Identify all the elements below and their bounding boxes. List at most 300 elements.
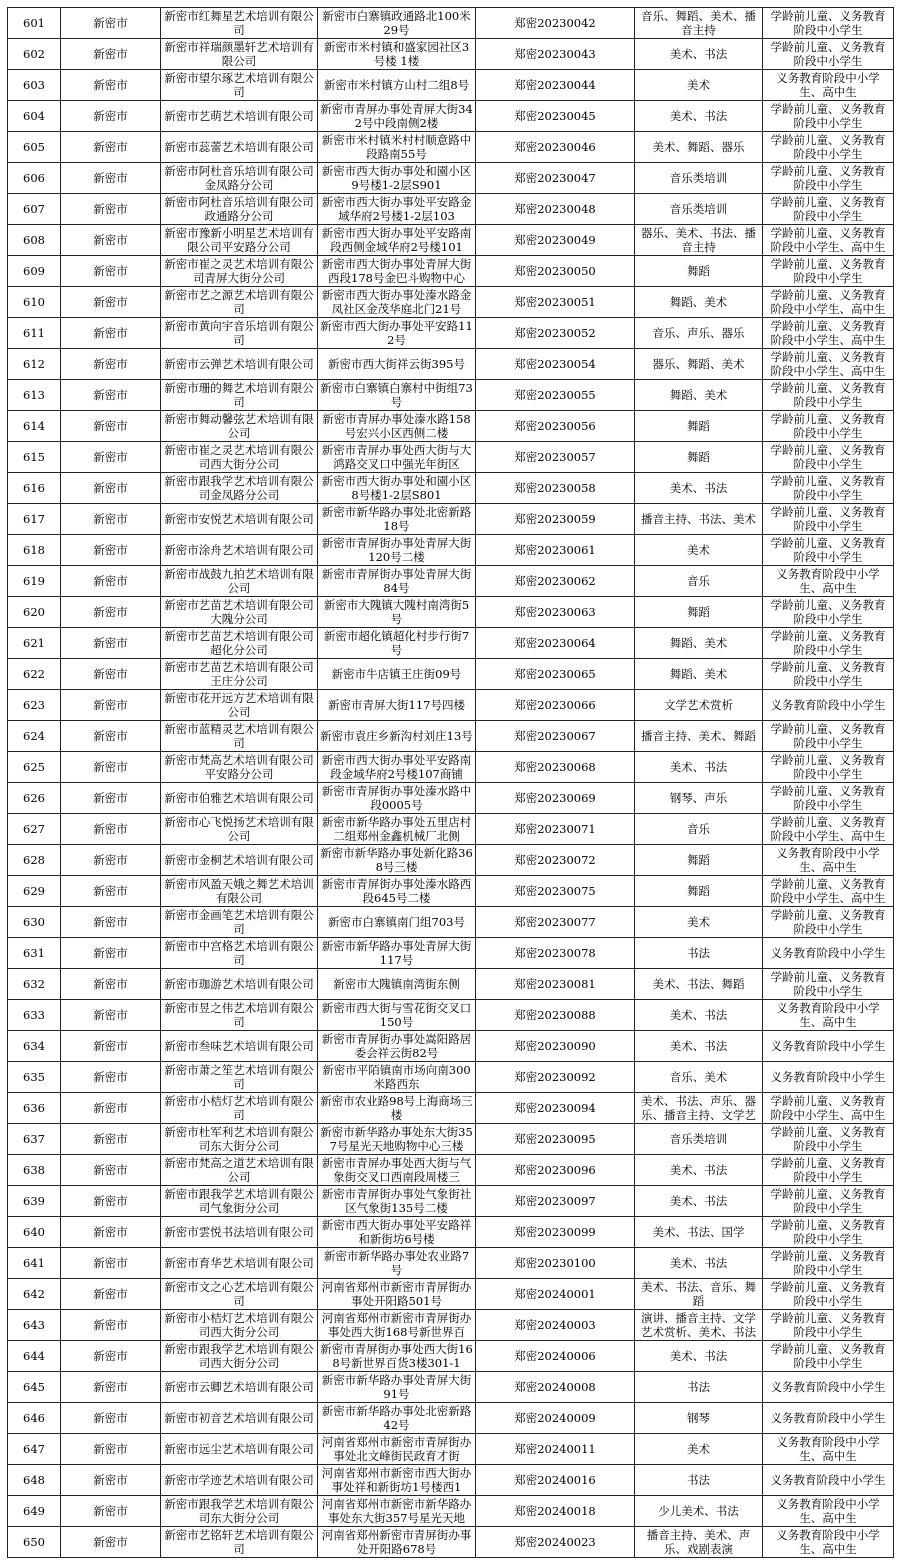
target-students-cell: 学龄前儿童、义务教育阶段中小学生	[763, 132, 894, 163]
training-subject-cell: 美术、书法、舞蹈	[635, 969, 763, 1000]
address-cell: 新密市西大街办事处平安路南段金域华府2号楼107商铺	[318, 752, 476, 783]
license-number-cell: 郑密20230063	[476, 597, 635, 628]
city-cell: 新密市	[61, 1031, 161, 1062]
row-number: 603	[8, 70, 61, 101]
city-cell: 新密市	[61, 380, 161, 411]
organization-name-cell: 新密市小桔灯艺术培训有限公司西大街分公司	[161, 1310, 318, 1341]
address-cell: 新密市西大街祥云街395号	[318, 349, 476, 380]
row-number: 639	[8, 1186, 61, 1217]
address-cell: 新密市青屏办事处青屏大街342号中段南侧2楼	[318, 101, 476, 132]
target-students-cell: 学龄前儿童、义务教育阶段中小学生	[763, 783, 894, 814]
row-number: 621	[8, 628, 61, 659]
address-cell: 新密市新华路办事处青屏大街117号	[318, 938, 476, 969]
table-row	[8, 1217, 894, 1248]
target-students-cell: 义务教育阶段中小学生、高中生	[763, 566, 894, 597]
license-number-cell: 郑密20230067	[476, 721, 635, 752]
license-number-cell: 郑密20230050	[476, 256, 635, 287]
license-number-cell: 郑密20240016	[476, 1465, 635, 1496]
target-students-cell: 学龄前儿童、义务教育阶段中小学生、高中生	[763, 814, 894, 845]
organization-name-cell: 新密市育华艺术培训有限公司	[161, 1248, 318, 1279]
license-number-cell: 郑密20230042	[476, 8, 635, 39]
city-cell: 新密市	[61, 721, 161, 752]
license-number-cell: 郑密20230077	[476, 907, 635, 938]
row-number: 631	[8, 938, 61, 969]
target-students-cell: 学龄前儿童、义务教育阶段中小学生	[763, 628, 894, 659]
target-students-cell: 学龄前儿童、义务教育阶段中小学生	[763, 1155, 894, 1186]
target-students-cell: 义务教育阶段中小学生	[763, 1062, 894, 1093]
table-row	[8, 225, 894, 256]
license-number-cell: 郑密20230096	[476, 1155, 635, 1186]
target-students-cell: 学龄前儿童、义务教育阶段中小学生	[763, 907, 894, 938]
city-cell: 新密市	[61, 473, 161, 504]
target-students-cell: 义务教育阶段中小学生、高中生	[763, 1496, 894, 1527]
organization-name-cell: 新密市涂舟艺术培训有限公司	[161, 535, 318, 566]
organization-name-cell: 新密市红舞星艺术培训有限公司	[161, 8, 318, 39]
row-number: 645	[8, 1372, 61, 1403]
row-number: 610	[8, 287, 61, 318]
table-row	[8, 1372, 894, 1403]
organization-name-cell: 新密市中宫格艺术培训有限公司	[161, 938, 318, 969]
address-cell: 新密市西大街办事处平安路南段西侧金域华府2号楼101	[318, 225, 476, 256]
license-number-cell: 郑密20240009	[476, 1403, 635, 1434]
organization-name-cell: 新密市金画笔艺术培训有限公司	[161, 907, 318, 938]
target-students-cell: 学龄前儿童、义务教育阶段中小学生、高中生	[763, 225, 894, 256]
table-row	[8, 256, 894, 287]
target-students-cell: 学龄前儿童、义务教育阶段中小学生	[763, 1279, 894, 1310]
address-cell: 河南省郑州市新密市青屏街办事处北文峰街民政育才街	[318, 1434, 476, 1465]
city-cell: 新密市	[61, 163, 161, 194]
training-subject-cell: 钢琴	[635, 1403, 763, 1434]
training-subject-cell: 美术、书法	[635, 1155, 763, 1186]
city-cell: 新密市	[61, 349, 161, 380]
training-subject-cell: 美术、书法	[635, 473, 763, 504]
city-cell: 新密市	[61, 690, 161, 721]
license-number-cell: 郑密20230052	[476, 318, 635, 349]
organization-name-cell: 新密市杜军利艺术培训有限公司东大街分公司	[161, 1124, 318, 1155]
table-row	[8, 101, 894, 132]
target-students-cell: 义务教育阶段中小学生	[763, 938, 894, 969]
training-subject-cell: 音乐类培训	[635, 194, 763, 225]
training-subject-cell: 美术	[635, 70, 763, 101]
organization-name-cell: 新密市豫新小明星艺术培训有限公司平安路分公司	[161, 225, 318, 256]
license-number-cell: 郑密20230066	[476, 690, 635, 721]
row-number: 627	[8, 814, 61, 845]
target-students-cell: 学龄前儿童、义务教育阶段中小学生	[763, 597, 894, 628]
training-subject-cell: 文学艺术赏析	[635, 690, 763, 721]
table-row	[8, 845, 894, 876]
organization-name-cell: 新密市心飞悦扬艺术培训有限公司	[161, 814, 318, 845]
row-number: 606	[8, 163, 61, 194]
target-students-cell: 义务教育阶段中小学生	[763, 1031, 894, 1062]
city-cell: 新密市	[61, 1124, 161, 1155]
target-students-cell: 义务教育阶段中小学生	[763, 690, 894, 721]
organization-name-cell: 新密市艺苗艺术培训有限公司王庄分公司	[161, 659, 318, 690]
training-subject-cell: 播音主持、书法、美术	[635, 504, 763, 535]
training-subject-cell: 音乐、声乐、器乐	[635, 318, 763, 349]
license-number-cell: 郑密20230088	[476, 1000, 635, 1031]
training-subject-cell: 美术	[635, 1434, 763, 1465]
organization-name-cell: 新密市阿杜音乐培训有限公司政通路分公司	[161, 194, 318, 225]
license-number-cell: 郑密20230078	[476, 938, 635, 969]
training-subject-cell: 舞蹈、美术	[635, 380, 763, 411]
table-row	[8, 597, 894, 628]
license-number-cell: 郑密20240023	[476, 1527, 635, 1558]
license-number-cell: 郑密20230049	[476, 225, 635, 256]
organization-name-cell: 新密市跟我学艺术培训有限公司东大街分公司	[161, 1496, 318, 1527]
table-row	[8, 39, 894, 70]
row-number: 615	[8, 442, 61, 473]
table-row	[8, 628, 894, 659]
license-number-cell: 郑密20240011	[476, 1434, 635, 1465]
table-row	[8, 1062, 894, 1093]
organization-name-cell: 新密市伯雅艺术培训有限公司	[161, 783, 318, 814]
training-subject-cell: 舞蹈、美术	[635, 659, 763, 690]
target-students-cell: 义务教育阶段中小学生、高中生	[763, 1000, 894, 1031]
address-cell: 河南省郑州市新密市新华路办事处东大街357号星光天地	[318, 1496, 476, 1527]
row-number: 607	[8, 194, 61, 225]
address-cell: 新密市青屏街办事处嵩阳路居委会祥云街82号	[318, 1031, 476, 1062]
address-cell: 新密市新华路办事处新化路368号三楼	[318, 845, 476, 876]
row-number: 633	[8, 1000, 61, 1031]
table-row	[8, 752, 894, 783]
training-subject-cell: 音乐	[635, 566, 763, 597]
license-number-cell: 郑密20230075	[476, 876, 635, 907]
city-cell: 新密市	[61, 1217, 161, 1248]
license-number-cell: 郑密20230065	[476, 659, 635, 690]
address-cell: 新密市新华路办事处青屏大街91号	[318, 1372, 476, 1403]
address-cell: 新密市新华路办事处五里店村二组郑州金鑫机械厂北侧	[318, 814, 476, 845]
license-number-cell: 郑密20230056	[476, 411, 635, 442]
license-number-cell: 郑密20240018	[476, 1496, 635, 1527]
training-subject-cell: 舞蹈、美术	[635, 287, 763, 318]
training-subject-cell: 少儿美术、书法	[635, 1496, 763, 1527]
city-cell: 新密市	[61, 1000, 161, 1031]
license-number-cell: 郑密20240003	[476, 1310, 635, 1341]
target-students-cell: 学龄前儿童、义务教育阶段中小学生、高中生	[763, 876, 894, 907]
table-row	[8, 1434, 894, 1465]
license-number-cell: 郑密20230100	[476, 1248, 635, 1279]
table-row	[8, 132, 894, 163]
address-cell: 新密市青屏街办事处青屏大街84号	[318, 566, 476, 597]
row-number: 649	[8, 1496, 61, 1527]
organization-name-cell: 新密市舞动馨弦艺术培训有限公司	[161, 411, 318, 442]
table-row	[8, 783, 894, 814]
city-cell: 新密市	[61, 411, 161, 442]
row-number: 634	[8, 1031, 61, 1062]
city-cell: 新密市	[61, 597, 161, 628]
training-subject-cell: 器乐、美术、书法、播音主持	[635, 225, 763, 256]
address-cell: 新密市大隗镇大隗村南湾街5号	[318, 597, 476, 628]
city-cell: 新密市	[61, 907, 161, 938]
city-cell: 新密市	[61, 70, 161, 101]
address-cell: 河南省郑州市新密市西大街办事处祥和新街坊1号楼西1	[318, 1465, 476, 1496]
organization-name-cell: 新密市崔之灵艺术培训有限公司西大街分公司	[161, 442, 318, 473]
organization-name-cell: 新密市艺之源艺术培训有限公司	[161, 287, 318, 318]
target-students-cell: 学龄前儿童、义务教育阶段中小学生	[763, 721, 894, 752]
city-cell: 新密市	[61, 1341, 161, 1372]
address-cell: 新密市新华路办事处东大街357号星光天地购物中心三楼	[318, 1124, 476, 1155]
city-cell: 新密市	[61, 194, 161, 225]
table-row	[8, 1465, 894, 1496]
license-number-cell: 郑密20230095	[476, 1124, 635, 1155]
address-cell: 新密市西大街办事处平安路祥和新街坊6号楼	[318, 1217, 476, 1248]
table-row	[8, 1031, 894, 1062]
table-row	[8, 163, 894, 194]
target-students-cell: 学龄前儿童、义务教育阶段中小学生	[763, 1341, 894, 1372]
city-cell: 新密市	[61, 1403, 161, 1434]
training-subject-cell: 美术、书法	[635, 101, 763, 132]
row-number: 605	[8, 132, 61, 163]
target-students-cell: 学龄前儿童、义务教育阶段中小学生	[763, 504, 894, 535]
target-students-cell: 学龄前儿童、义务教育阶段中小学生	[763, 535, 894, 566]
target-students-cell: 学龄前儿童、义务教育阶段中小学生	[763, 659, 894, 690]
organization-name-cell: 新密市黄向宇音乐培训有限公司	[161, 318, 318, 349]
training-subject-cell: 舞蹈	[635, 845, 763, 876]
address-cell: 新密市西大街与雪花街交叉口150号	[318, 1000, 476, 1031]
row-number: 601	[8, 8, 61, 39]
target-students-cell: 学龄前儿童、义务教育阶段中小学生、高中生	[763, 287, 894, 318]
license-number-cell: 郑密20230081	[476, 969, 635, 1000]
table-row	[8, 318, 894, 349]
row-number: 636	[8, 1093, 61, 1124]
table-row	[8, 1124, 894, 1155]
city-cell: 新密市	[61, 1465, 161, 1496]
address-cell: 新密市西大街办事处青屏大街西段178号金巴斗购物中心	[318, 256, 476, 287]
target-students-cell: 学龄前儿童、义务教育阶段中小学生、高中生	[763, 318, 894, 349]
training-subject-cell: 美术、书法、声乐、器乐、播音主持、文学艺	[635, 1093, 763, 1124]
license-number-cell: 郑密20230047	[476, 163, 635, 194]
table-row	[8, 876, 894, 907]
row-number: 635	[8, 1062, 61, 1093]
table-row	[8, 1341, 894, 1372]
table-row	[8, 1496, 894, 1527]
city-cell: 新密市	[61, 1248, 161, 1279]
city-cell: 新密市	[61, 659, 161, 690]
table-row	[8, 969, 894, 1000]
city-cell: 新密市	[61, 1093, 161, 1124]
training-subject-cell: 美术、书法	[635, 1000, 763, 1031]
target-students-cell: 学龄前儿童、义务教育阶段中小学生	[763, 1310, 894, 1341]
city-cell: 新密市	[61, 287, 161, 318]
address-cell: 新密市白寨镇政通路北100米29号	[318, 8, 476, 39]
license-number-cell: 郑密20230044	[476, 70, 635, 101]
city-cell: 新密市	[61, 969, 161, 1000]
license-number-cell: 郑密20230090	[476, 1031, 635, 1062]
target-students-cell: 学龄前儿童、义务教育阶段中小学生	[763, 163, 894, 194]
city-cell: 新密市	[61, 938, 161, 969]
license-number-cell: 郑密20240008	[476, 1372, 635, 1403]
target-students-cell: 学龄前儿童、义务教育阶段中小学生	[763, 752, 894, 783]
license-number-cell: 郑密20230064	[476, 628, 635, 659]
address-cell: 新密市西大街办事处平安路金域华府2号楼1-2层103	[318, 194, 476, 225]
organization-name-cell: 新密市小桔灯艺术培训有限公司	[161, 1093, 318, 1124]
target-students-cell: 义务教育阶段中小学生	[763, 1372, 894, 1403]
license-number-cell: 郑密20230061	[476, 535, 635, 566]
address-cell: 新密市西大街办事处溱水路金凤社区金茂华庭北门21号	[318, 287, 476, 318]
license-number-cell: 郑密20230062	[476, 566, 635, 597]
target-students-cell: 学龄前儿童、义务教育阶段中小学生、高中生	[763, 1093, 894, 1124]
table-body	[8, 8, 894, 1558]
license-number-cell: 郑密20230057	[476, 442, 635, 473]
organization-name-cell: 新密市安悦艺术培训有限公司	[161, 504, 318, 535]
table-row	[8, 721, 894, 752]
row-number: 625	[8, 752, 61, 783]
table-row	[8, 1000, 894, 1031]
city-cell: 新密市	[61, 628, 161, 659]
row-number: 619	[8, 566, 61, 597]
city-cell: 新密市	[61, 1062, 161, 1093]
target-students-cell: 学龄前儿童、义务教育阶段中小学生	[763, 1217, 894, 1248]
target-students-cell: 学龄前儿童、义务教育阶段中小学生	[763, 1248, 894, 1279]
city-cell: 新密市	[61, 1434, 161, 1465]
row-number: 614	[8, 411, 61, 442]
address-cell: 新密市青屏街办事处西大街168号新世界百货3楼301-1	[318, 1341, 476, 1372]
city-cell: 新密市	[61, 783, 161, 814]
row-number: 648	[8, 1465, 61, 1496]
organization-name-cell: 新密市崔之灵艺术培训有限公司青屏大街分公司	[161, 256, 318, 287]
row-number: 611	[8, 318, 61, 349]
address-cell: 新密市西大街办事处和園小区9号楼1-2层S901	[318, 163, 476, 194]
training-institutions-table	[7, 7, 894, 1558]
training-subject-cell: 舞蹈	[635, 597, 763, 628]
organization-name-cell: 新密市花开远方艺术培训有限公司	[161, 690, 318, 721]
city-cell: 新密市	[61, 225, 161, 256]
organization-name-cell: 新密市文之心艺术培训有限公司	[161, 1279, 318, 1310]
organization-name-cell: 新密市望尔琢艺术培训有限公司	[161, 70, 318, 101]
license-number-cell: 郑密20230069	[476, 783, 635, 814]
training-subject-cell: 美术	[635, 907, 763, 938]
organization-name-cell: 新密市云卿艺术培训有限公司	[161, 1372, 318, 1403]
city-cell: 新密市	[61, 876, 161, 907]
table-row	[8, 535, 894, 566]
row-number: 624	[8, 721, 61, 752]
training-subject-cell: 演讲、播音主持、文学艺术赏析、美术、书法	[635, 1310, 763, 1341]
address-cell: 河南省郑州新密市青屏街办事处开阳路678号	[318, 1527, 476, 1558]
license-number-cell: 郑密20230092	[476, 1062, 635, 1093]
training-subject-cell: 美术、书法	[635, 1186, 763, 1217]
organization-name-cell: 新密市跟我学艺术培训有限公司西大街分公司	[161, 1341, 318, 1372]
city-cell: 新密市	[61, 101, 161, 132]
target-students-cell: 学龄前儿童、义务教育阶段中小学生	[763, 1124, 894, 1155]
license-number-cell: 郑密20240001	[476, 1279, 635, 1310]
row-number: 643	[8, 1310, 61, 1341]
table-row	[8, 1248, 894, 1279]
organization-name-cell: 新密市风盈天娥之舞艺术培训有限公司	[161, 876, 318, 907]
target-students-cell: 学龄前儿童、义务教育阶段中小学生	[763, 101, 894, 132]
organization-name-cell: 新密市战鼓九拍艺术培训有限公司	[161, 566, 318, 597]
organization-name-cell: 新密市昱之伟艺术培训有限公司	[161, 1000, 318, 1031]
table-row	[8, 1093, 894, 1124]
row-number: 618	[8, 535, 61, 566]
address-cell: 新密市青屏街办事处溱水路中段0005号	[318, 783, 476, 814]
address-cell: 新密市青屏街办事处青屏大街120号二楼	[318, 535, 476, 566]
target-students-cell: 学龄前儿童、义务教育阶段中小学生	[763, 411, 894, 442]
address-cell: 新密市青屏办事处溱水路158号宏兴小区西侧二楼	[318, 411, 476, 442]
row-number: 609	[8, 256, 61, 287]
license-number-cell: 郑密20230094	[476, 1093, 635, 1124]
address-cell: 新密市米村镇米村村顺意路中段路南55号	[318, 132, 476, 163]
license-number-cell: 郑密20230054	[476, 349, 635, 380]
row-number: 626	[8, 783, 61, 814]
table-row	[8, 690, 894, 721]
organization-name-cell: 新密市珈游艺术培训有限公司	[161, 969, 318, 1000]
address-cell: 河南省郑州市新密市青屏街办事处西大街168号新世界百	[318, 1310, 476, 1341]
organization-name-cell: 新密市艺萌艺术培训有限公司	[161, 101, 318, 132]
address-cell: 河南省郑州市新密市青屏街办事处开阳路501号	[318, 1279, 476, 1310]
table-row	[8, 473, 894, 504]
address-cell: 新密市新华路办事处北密新路18号	[318, 504, 476, 535]
target-students-cell: 学龄前儿童、义务教育阶段中小学生	[763, 473, 894, 504]
city-cell: 新密市	[61, 845, 161, 876]
training-subject-cell: 舞蹈	[635, 256, 763, 287]
row-number: 630	[8, 907, 61, 938]
table-row	[8, 70, 894, 101]
address-cell: 新密市青屏大街117号四楼	[318, 690, 476, 721]
row-number: 644	[8, 1341, 61, 1372]
table-row	[8, 349, 894, 380]
row-number: 616	[8, 473, 61, 504]
license-number-cell: 郑密20230099	[476, 1217, 635, 1248]
city-cell: 新密市	[61, 504, 161, 535]
organization-name-cell: 新密市云弹艺术培训有限公司	[161, 349, 318, 380]
city-cell: 新密市	[61, 1372, 161, 1403]
table-row	[8, 442, 894, 473]
row-number: 647	[8, 1434, 61, 1465]
license-number-cell: 郑密20230072	[476, 845, 635, 876]
organization-name-cell: 新密市艺铭轩艺术培训有限公司	[161, 1527, 318, 1558]
training-subject-cell: 美术、书法、音乐、舞蹈	[635, 1279, 763, 1310]
target-students-cell: 义务教育阶段中小学生	[763, 1403, 894, 1434]
row-number: 602	[8, 39, 61, 70]
city-cell: 新密市	[61, 442, 161, 473]
row-number: 641	[8, 1248, 61, 1279]
training-subject-cell: 美术、书法	[635, 1248, 763, 1279]
city-cell: 新密市	[61, 566, 161, 597]
license-number-cell: 郑密20240006	[476, 1341, 635, 1372]
row-number: 604	[8, 101, 61, 132]
address-cell: 新密市青屏街办事处气象街社区气象街135号二楼	[318, 1186, 476, 1217]
address-cell: 新密市农业路98号上海商场三楼	[318, 1093, 476, 1124]
address-cell: 新密市米村镇方山村二组8号	[318, 70, 476, 101]
table-row	[8, 659, 894, 690]
training-subject-cell: 播音主持、美术、舞蹈	[635, 721, 763, 752]
organization-name-cell: 新密市金桐艺术培训有限公司	[161, 845, 318, 876]
address-cell: 新密市牛店镇王庄街09号	[318, 659, 476, 690]
target-students-cell: 学龄前儿童、义务教育阶段中小学生	[763, 8, 894, 39]
row-number: 642	[8, 1279, 61, 1310]
row-number: 646	[8, 1403, 61, 1434]
training-subject-cell: 书法	[635, 938, 763, 969]
address-cell: 新密市青屏办事处西大街与气象街交叉口西南段周楼三	[318, 1155, 476, 1186]
table-row	[8, 1155, 894, 1186]
table-row	[8, 287, 894, 318]
table-row	[8, 504, 894, 535]
row-number: 613	[8, 380, 61, 411]
row-number: 632	[8, 969, 61, 1000]
city-cell: 新密市	[61, 752, 161, 783]
city-cell: 新密市	[61, 1186, 161, 1217]
organization-name-cell: 新密市梵高艺术培训有限公司平安路分公司	[161, 752, 318, 783]
table-row	[8, 907, 894, 938]
license-number-cell: 郑密20230058	[476, 473, 635, 504]
training-subject-cell: 音乐	[635, 814, 763, 845]
row-number: 638	[8, 1155, 61, 1186]
organization-name-cell: 新密市梵高之道艺术培训有限公司	[161, 1155, 318, 1186]
organization-name-cell: 新密市远尘艺术培训有限公司	[161, 1434, 318, 1465]
organization-name-cell: 新密市萧之笙艺术培训有限公司	[161, 1062, 318, 1093]
training-subject-cell: 舞蹈、美术	[635, 628, 763, 659]
city-cell: 新密市	[61, 535, 161, 566]
